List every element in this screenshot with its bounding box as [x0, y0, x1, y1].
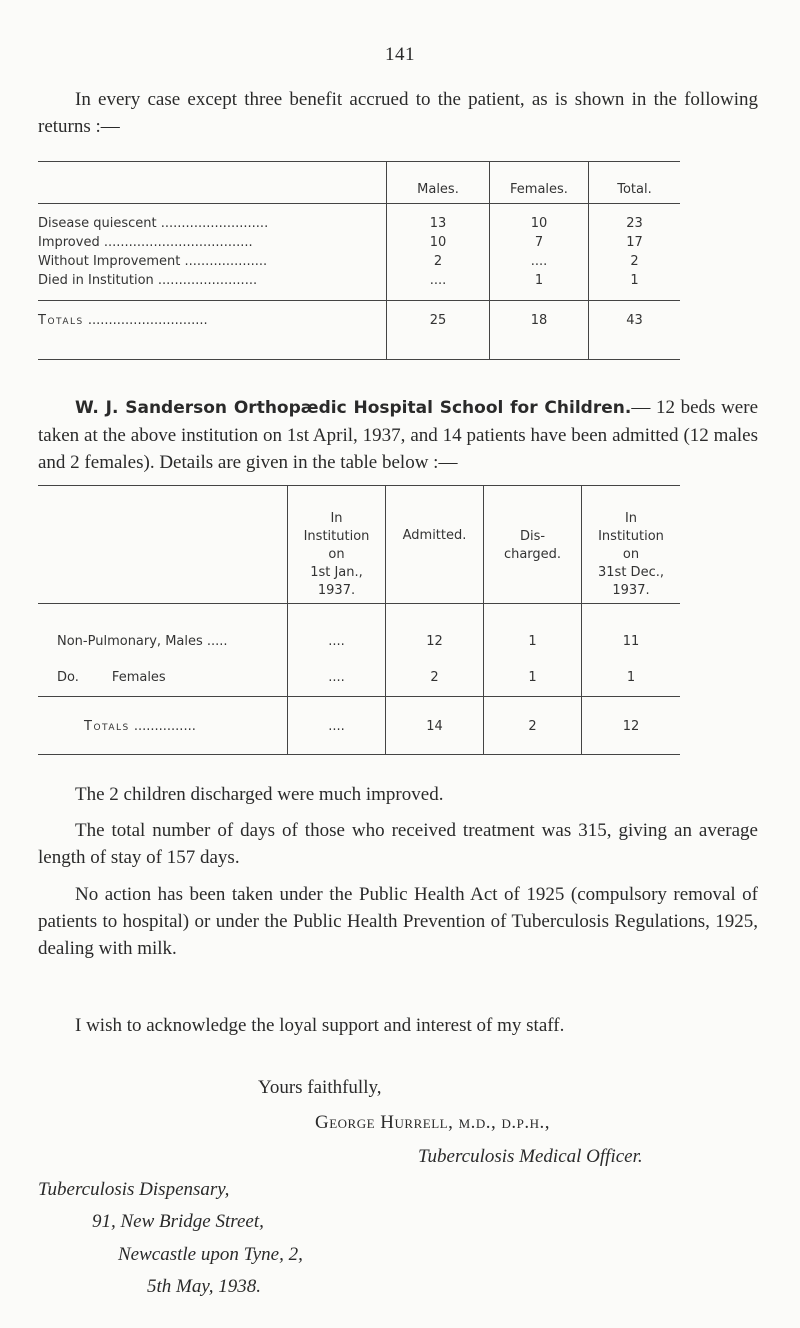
address-line: Tuberculosis Dispensary,: [38, 1179, 230, 1200]
intro-paragraph: In every case except three benefit accrued to the patient, as is shown in the following returns :—: [38, 89, 758, 137]
admissions-table-header-row: [38, 486, 680, 603]
row-label: Non-Pulmonary, Males .....: [57, 633, 228, 649]
cell-value: 2: [433, 253, 443, 269]
totals-dec: 12: [582, 696, 681, 754]
sanderson-paragraph: W. J. Sanderson Orthopædic Hospital School for Children.— 12 beds were taken at the above institution on 1st April, 1937, and 14 patients have been admitted (12 males and 2 females). Details are given in the table below :—: [38, 397, 759, 473]
cell-value: ....: [328, 669, 345, 685]
admissions-table-totals-row: Totals ............... .... 14 2 12: [38, 696, 680, 754]
address-line: 91, New Bridge Street,: [92, 1211, 264, 1232]
cell-value: 23: [626, 215, 643, 231]
cell-value: 10: [530, 215, 548, 231]
cell-value: 12: [426, 633, 443, 649]
returns-table-totals-row: Totals ............................. 25 18 43: [38, 300, 680, 359]
admissions-table-body: [38, 603, 680, 696]
cell-value: 1: [534, 272, 544, 288]
signatory-name: George Hurrell, m.d., d.p.h.,: [315, 1112, 551, 1133]
cell-value: ....: [530, 253, 548, 269]
cell-value: 17: [626, 234, 643, 250]
address-line: 5th May, 1938.: [147, 1276, 261, 1297]
row-label: Without Improvement ....................: [38, 253, 268, 269]
totals-label: Totals: [38, 312, 84, 328]
cell-value: 1: [630, 272, 639, 288]
header-males: Males.: [387, 162, 490, 203]
cell-value: 10: [429, 234, 447, 250]
signatory-title: Tuberculosis Medical Officer.: [418, 1146, 643, 1167]
cell-value: ....: [328, 633, 345, 649]
cell-value: 11: [622, 633, 640, 649]
totals-label: Totals: [84, 718, 130, 734]
paragraph-no-action: No action has been taken under the Public Health Act of 1925 (compulsory removal of patients to hospital) or under the Public Health Prevention of Tuberculosis Regulations, 1925, dealing with milk.: [38, 884, 758, 959]
cell-value: 13: [429, 215, 447, 231]
header-jan: In Institution on 1st Jan., 1937.: [288, 486, 386, 603]
paragraph-discharged: The 2 children discharged were much improved.: [75, 784, 444, 805]
cell-value: ....: [429, 272, 447, 288]
totals-males: 25: [387, 300, 490, 359]
sanderson-heading: W. J. Sanderson Orthopædic Hospital School for Children.: [75, 398, 632, 418]
header-females: Females.: [490, 162, 589, 203]
totals-females: 18: [490, 300, 589, 359]
returns-table-body: [38, 203, 680, 300]
address-line: Newcastle upon Tyne, 2,: [118, 1244, 303, 1265]
cell-value: 1: [528, 633, 537, 649]
cell-value: 1: [626, 669, 636, 685]
row-label: Improved ....................................: [38, 234, 253, 250]
paragraph-acknowledgement: I wish to acknowledge the loyal support and interest of my staff.: [75, 1015, 565, 1036]
page-number: 141: [385, 44, 415, 65]
cell-value: 2: [630, 253, 639, 269]
totals-discharged: 2: [484, 696, 582, 754]
sanderson-text: 12 beds were taken at the above institution on 1st April, 1937, and 14 patients have been admitted (12 males and 2 females). Details are given in the table below :—: [38, 397, 759, 473]
paragraph-days: The total number of days of those who received treatment was 315, giving an average length of stay of 157 days.: [38, 820, 758, 868]
admissions-table: [38, 486, 680, 755]
row-label: Disease quiescent ..........................: [38, 215, 269, 231]
totals-jan: ....: [288, 696, 386, 754]
cell-value: 2: [430, 669, 439, 685]
header-total: Total.: [589, 162, 681, 203]
returns-table: [38, 162, 680, 360]
cell-value: 7: [534, 234, 544, 250]
returns-table-header-row: [38, 162, 680, 203]
totals-admitted: 14: [386, 696, 484, 754]
header-dec: In Institution on 31st Dec., 1937.: [582, 486, 681, 603]
row-label: Do. Females: [57, 669, 166, 685]
header-discharged: Dis- charged.: [484, 486, 582, 603]
cell-value: 1: [528, 669, 537, 685]
closing: Yours faithfully,: [258, 1077, 382, 1098]
row-label: Died in Institution ........................: [38, 272, 258, 288]
header-admitted: Admitted.: [386, 486, 484, 603]
totals-total: 43: [589, 300, 681, 359]
